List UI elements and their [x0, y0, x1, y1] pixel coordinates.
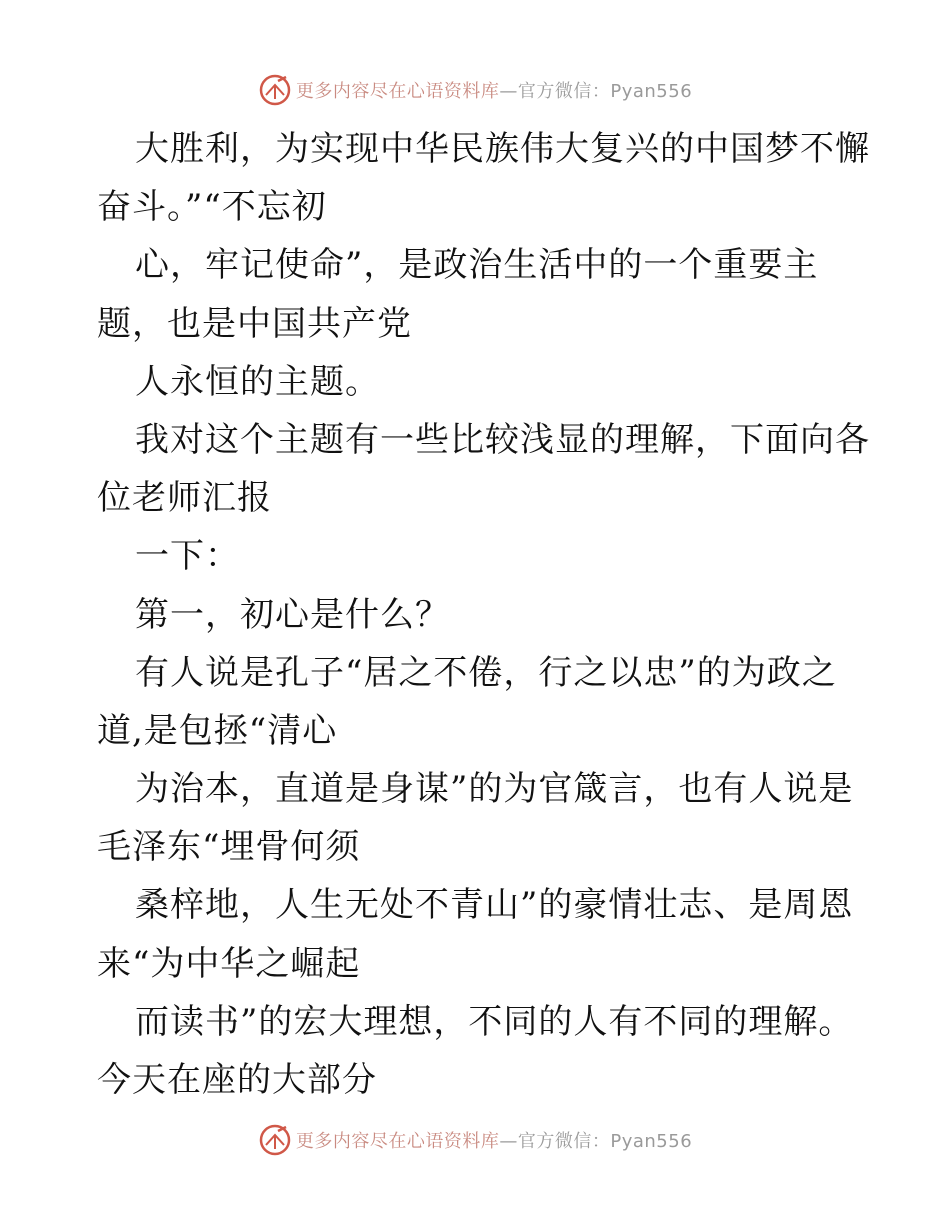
- text-line: 心，牢记使命”，是政治生活中的一个重要主: [135, 245, 819, 286]
- footer-watermark-main: 更多内容尽在心语资料库: [295, 1131, 500, 1152]
- text-line: 题，也是中国共产党: [97, 303, 412, 344]
- text-line: 奋斗。”“不忘初: [97, 187, 327, 228]
- text-line: 大胜利，为实现中华民族伟大复兴的中国梦不懈: [135, 129, 870, 169]
- document-body: [97, 120, 870, 1109]
- text-line: 我对这个主题有一些比较浅显的理解，下面向各: [135, 419, 870, 460]
- text-line: 位老师汇报: [97, 478, 272, 519]
- book-logo-icon: [258, 1123, 292, 1157]
- header-watermark-text: [296, 77, 692, 103]
- text-line: 人永恒的主题。: [135, 361, 380, 402]
- header-watermark-main: 更多内容尽在心语资料库: [295, 81, 500, 102]
- text-line: 今天在座的大部分: [97, 1060, 377, 1100]
- text-line: 有人说是孔子“居之不倦，行之以忠”的为政之: [135, 652, 837, 693]
- header-watermark: [0, 70, 950, 110]
- footer-watermark: [0, 1120, 950, 1160]
- text-line: 桑梓地，人生无处不青山”的豪情壮志、是周恩: [135, 885, 854, 926]
- footer-watermark-tail: —官方微信：Pyan556: [499, 1131, 693, 1152]
- text-line: 道,是包拯“清心: [97, 710, 338, 751]
- text-line: 为治本，直道是身谋”的为官箴言，也有人说是: [135, 769, 854, 810]
- text-line: 第一，初心是什么？: [135, 594, 450, 635]
- book-logo-icon: [258, 73, 292, 107]
- text-line: 而读书”的宏大理想，不同的人有不同的理解。: [135, 1001, 854, 1042]
- text-line: 毛泽东“埋骨何须: [97, 827, 361, 868]
- footer-watermark-text: [296, 1127, 692, 1153]
- text-line: 一下：: [135, 536, 240, 577]
- header-watermark-tail: —官方微信：Pyan556: [499, 81, 693, 102]
- text-line: 来“为中华之崛起: [97, 943, 361, 984]
